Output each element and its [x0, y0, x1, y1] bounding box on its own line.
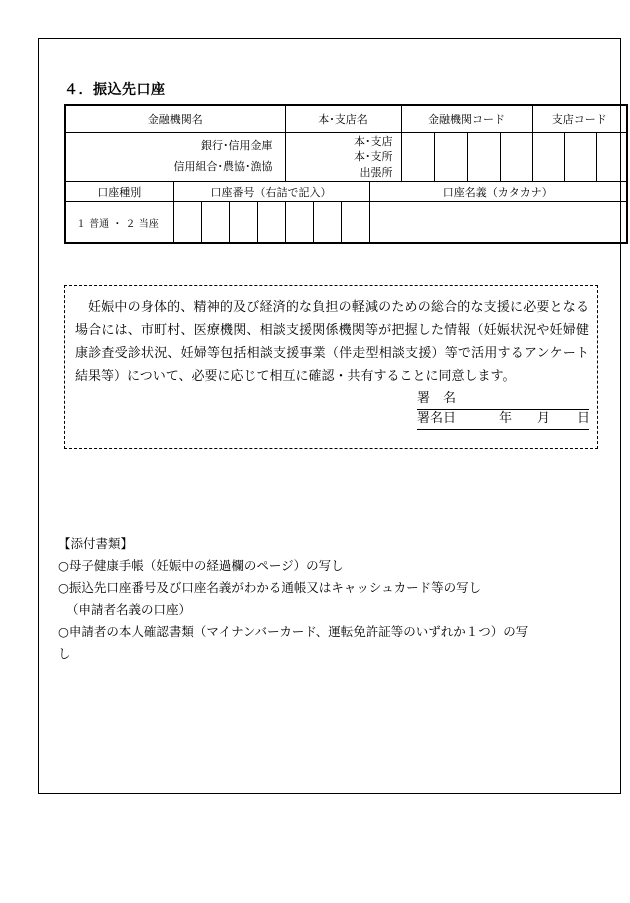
branch-name-field[interactable] — [285, 133, 401, 182]
branch-type-label: 本･支店 — [354, 134, 393, 148]
account-number-digit[interactable] — [285, 202, 313, 244]
signature-line[interactable] — [417, 389, 589, 410]
account-holder-field[interactable] — [369, 202, 627, 244]
consent-box — [64, 285, 598, 449]
bank-code-digit[interactable] — [467, 133, 500, 182]
branch-code-digit[interactable] — [596, 133, 627, 182]
attachment-item: ○振込先口座番号及び口座名義がわかる通帳又はキャッシュカード等の写し — [58, 580, 482, 595]
sign-date-line[interactable] — [417, 409, 589, 430]
signature-label: 署 名 — [417, 391, 457, 406]
header-bank-name: 金融機関名 — [65, 105, 285, 133]
header-branch-code: 支店コード — [532, 105, 627, 133]
account-type-options[interactable]: １ 普通 ・ ２ 当座 — [65, 202, 173, 244]
account-number-digit[interactable] — [341, 202, 369, 244]
branch-type-label: 出張所 — [359, 165, 393, 179]
branch-code-digit[interactable] — [532, 133, 564, 182]
attachments-heading: 【添付書類】 — [58, 536, 134, 551]
branch-code-digit[interactable] — [564, 133, 596, 182]
bank-code-digit[interactable] — [434, 133, 467, 182]
account-number-digit[interactable] — [257, 202, 285, 244]
account-number-digit[interactable] — [201, 202, 229, 244]
header-account-type: 口座種別 — [65, 182, 173, 202]
header-account-number: 口座番号（右詰で記入） — [173, 182, 369, 202]
bank-account-table — [64, 104, 628, 244]
account-number-digit[interactable] — [173, 202, 201, 244]
branch-type-label: 本･支所 — [354, 150, 393, 164]
year-label: 年 — [499, 411, 513, 426]
header-account-holder: 口座名義（カタカナ） — [369, 182, 627, 202]
account-number-digit[interactable] — [313, 202, 341, 244]
attachment-item: ○母子健康手帳（妊娠中の経過欄のページ）の写し — [58, 558, 344, 573]
bank-name-field[interactable] — [65, 133, 285, 182]
header-branch-name: 本･支店名 — [285, 105, 401, 133]
consent-text: 妊娠中の身体的、精神的及び経済的な負担の軽減のための総合的な支援に必要となる場合には、市町村、医療機関、相談支援関係機関等が把握した情報（妊娠状況や妊婦健康診査受診状況、妊婦等包括相談支援事業（伴走型相談支援）等で活用するアンケート結果等）について、必要に応じて相互に確認・共有することに同意します。 — [75, 300, 589, 384]
attachment-item: ○申請者の本人確認書類（マイナンバーカード、運転免許証等のいずれか１つ）の写 — [58, 624, 529, 639]
header-bank-code: 金融機関コード — [401, 105, 532, 133]
sign-date-label: 署名日 — [417, 411, 457, 426]
bank-code-digit[interactable] — [401, 133, 434, 182]
bank-code-digit[interactable] — [500, 133, 532, 182]
attachment-item-cont: し — [58, 646, 71, 661]
bank-type-label: 信用組合･農協･漁協 — [173, 160, 273, 173]
attachments-section — [58, 533, 528, 665]
account-number-digit[interactable] — [229, 202, 257, 244]
bank-type-label: 銀行･信用金庫 — [201, 139, 273, 153]
day-label: 日 — [577, 411, 591, 426]
section-title: ４．振込先口座 — [64, 82, 166, 98]
attachment-item-note: （申請者名義の口座） — [66, 602, 192, 617]
month-label: 月 — [537, 411, 551, 426]
